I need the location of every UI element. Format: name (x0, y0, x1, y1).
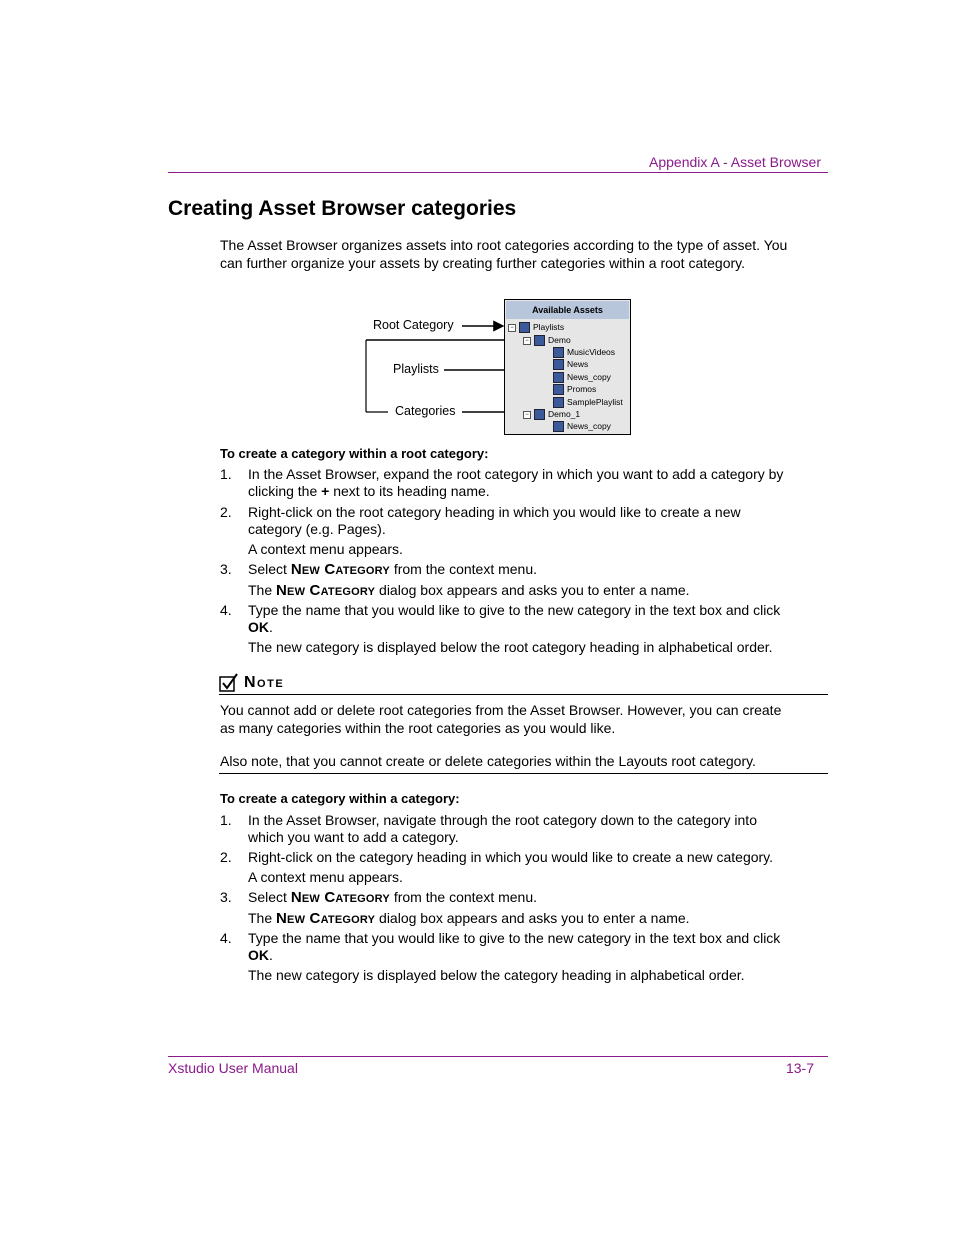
label-playlists: Playlists (393, 362, 439, 376)
step-result: The New Category dialog box appears and asks you to enter a name. (248, 582, 690, 599)
step-result: The new category is displayed below the category heading in alphabetical order. (248, 967, 745, 983)
procedure-heading-1: To create a category within a root category: (220, 446, 489, 461)
step-number: 2. (220, 849, 232, 865)
step-result: A context menu appears. (248, 869, 403, 885)
tree-item[interactable]: News_copy (553, 421, 611, 432)
procedure-heading-2: To create a category within a category: (220, 791, 460, 806)
label-categories: Categories (395, 404, 456, 418)
step-result: The new category is displayed below the root category heading in alphabetical order. (248, 639, 773, 655)
checkbox-check-icon (219, 673, 239, 693)
tree-item[interactable]: News_copy (553, 372, 611, 383)
step-text: Right-click on the root category heading in which you would like to create a new category (e.g. Pages). (248, 504, 741, 537)
note-paragraph-2: Also note, that you cannot create or delete categories within the Layouts root category. (220, 753, 756, 769)
step-number: 3. (220, 561, 232, 577)
footer-rule (168, 1056, 828, 1057)
category-icon (534, 335, 545, 346)
tree-item[interactable]: − Playlists (508, 322, 564, 333)
header-rule (168, 172, 828, 173)
step-number: 1. (220, 812, 232, 828)
step-number: 2. (220, 504, 232, 520)
page-title: Creating Asset Browser categories (168, 197, 517, 220)
intro-paragraph: The Asset Browser organizes assets into root categories according to the type of asset. You can further organize your assets by creating further categories within a root category. (220, 237, 788, 271)
running-header: Appendix A - Asset Browser (649, 154, 821, 170)
note-paragraph-1: You cannot add or delete root categories from the Asset Browser. However, you can create as many categories within the root categories as you would like. (220, 702, 782, 736)
footer-page-number: 13-7 (785, 1060, 814, 1076)
playlist-icon (553, 359, 564, 370)
step-number: 4. (220, 930, 232, 946)
footer-manual-title: Xstudio User Manual (168, 1060, 298, 1076)
tree-item[interactable]: − Demo (523, 335, 571, 346)
step-text: In the Asset Browser, expand the root category in which you want to add a category by clicking the + next to its heading name. (248, 466, 784, 499)
step-text: Select New Category from the context menu. (248, 561, 538, 578)
playlist-icon (553, 397, 564, 408)
step-text: Type the name that you would like to give to the new category in the text box and click OK. (248, 602, 781, 635)
playlist-icon (553, 421, 564, 432)
step-result: The New Category dialog box appears and asks you to enter a name. (248, 910, 690, 927)
playlist-icon (553, 384, 564, 395)
step-result: A context menu appears. (248, 541, 403, 557)
step-text: Right-click on the category heading in which you would like to create a new category. (248, 849, 774, 865)
step-number: 4. (220, 602, 232, 618)
playlist-icon (553, 372, 564, 383)
tree-item[interactable]: − Demo_1 (523, 409, 580, 420)
tree-item[interactable]: Promos (553, 384, 596, 395)
tree-item[interactable]: MusicVideos (553, 347, 615, 358)
step-number: 3. (220, 889, 232, 905)
category-icon (534, 409, 545, 420)
tree-item[interactable]: News (553, 359, 588, 370)
tree-item[interactable]: SamplePlaylist (553, 397, 623, 408)
step-text: Type the name that you would like to give to the new category in the text box and click OK. (248, 930, 781, 963)
playlist-icon (553, 347, 564, 358)
note-bottom-rule (219, 773, 828, 774)
panel-title: Available Assets (506, 301, 629, 319)
step-text: In the Asset Browser, navigate through the root category down to the category into which you want to add a category. (248, 812, 757, 845)
playlist-folder-icon (519, 322, 530, 333)
step-text: Select New Category from the context menu. (248, 889, 538, 906)
step-number: 1. (220, 466, 232, 482)
available-assets-panel (504, 299, 631, 435)
label-root-category: Root Category (373, 318, 454, 332)
note-top-rule (219, 694, 828, 695)
note-title: Note (244, 674, 285, 691)
callout-arrows (360, 296, 520, 438)
